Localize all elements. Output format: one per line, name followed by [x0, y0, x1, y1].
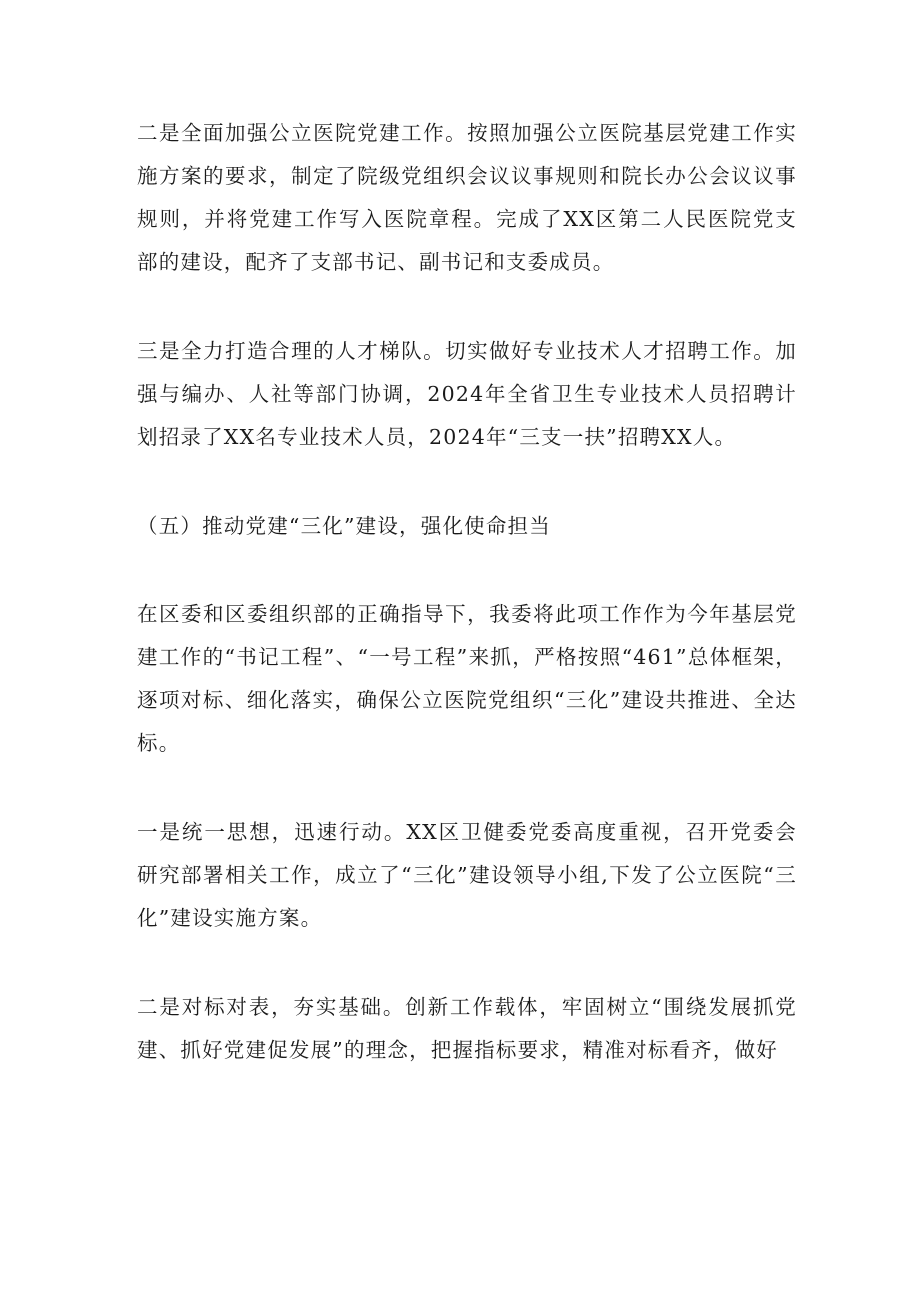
paragraph-unify-thought: 一是统一思想，迅速行动。XX区卫健委党委高度重视，召开党委会研究部署相关工作，成立了“三化”建设领导小组,下发了公立医院“三化”建设实施方案。 — [137, 820, 797, 930]
paragraph-talent-team: 三是全力打造合理的人才梯队。切实做好专业技术人才招聘工作。加强与编办、人社等部门协调，2024年全省卫生专业技术人员招聘计划招录了XX名专业技术人员，2024年“三支一扶”招聘XX人。 — [137, 339, 797, 449]
paragraph-benchmarking: 二是对标对表，夯实基础。创新工作载体，牢固树立“围绕发展抓党建、抓好党建促发展”的理念，把握指标要求，精准对标看齐，做好 — [137, 995, 797, 1062]
section-heading-five: （五）推动党建“三化”建设，强化使命担当 — [137, 514, 551, 538]
paragraph-party-building: 二是全面加强公立医院党建工作。按照加强公立医院基层党建工作实施方案的要求，制定了院级党组织会议议事规则和院长办公会议议事规则，并将党建工作写入医院章程。完成了XX区第二人民医院党支部的建设，配齐了支部书记、副书记和支委成员。 — [137, 121, 797, 274]
paragraph-guidance: 在区委和区委组织部的正确指导下，我委将此项工作作为今年基层党建工作的“书记工程”、“一号工程”来抓，严格按照“461”总体框架，逐项对标、细化落实，确保公立医院党组织“三化”建设共推进、全达标。 — [137, 602, 797, 755]
document-body — [137, 112, 797, 1118]
